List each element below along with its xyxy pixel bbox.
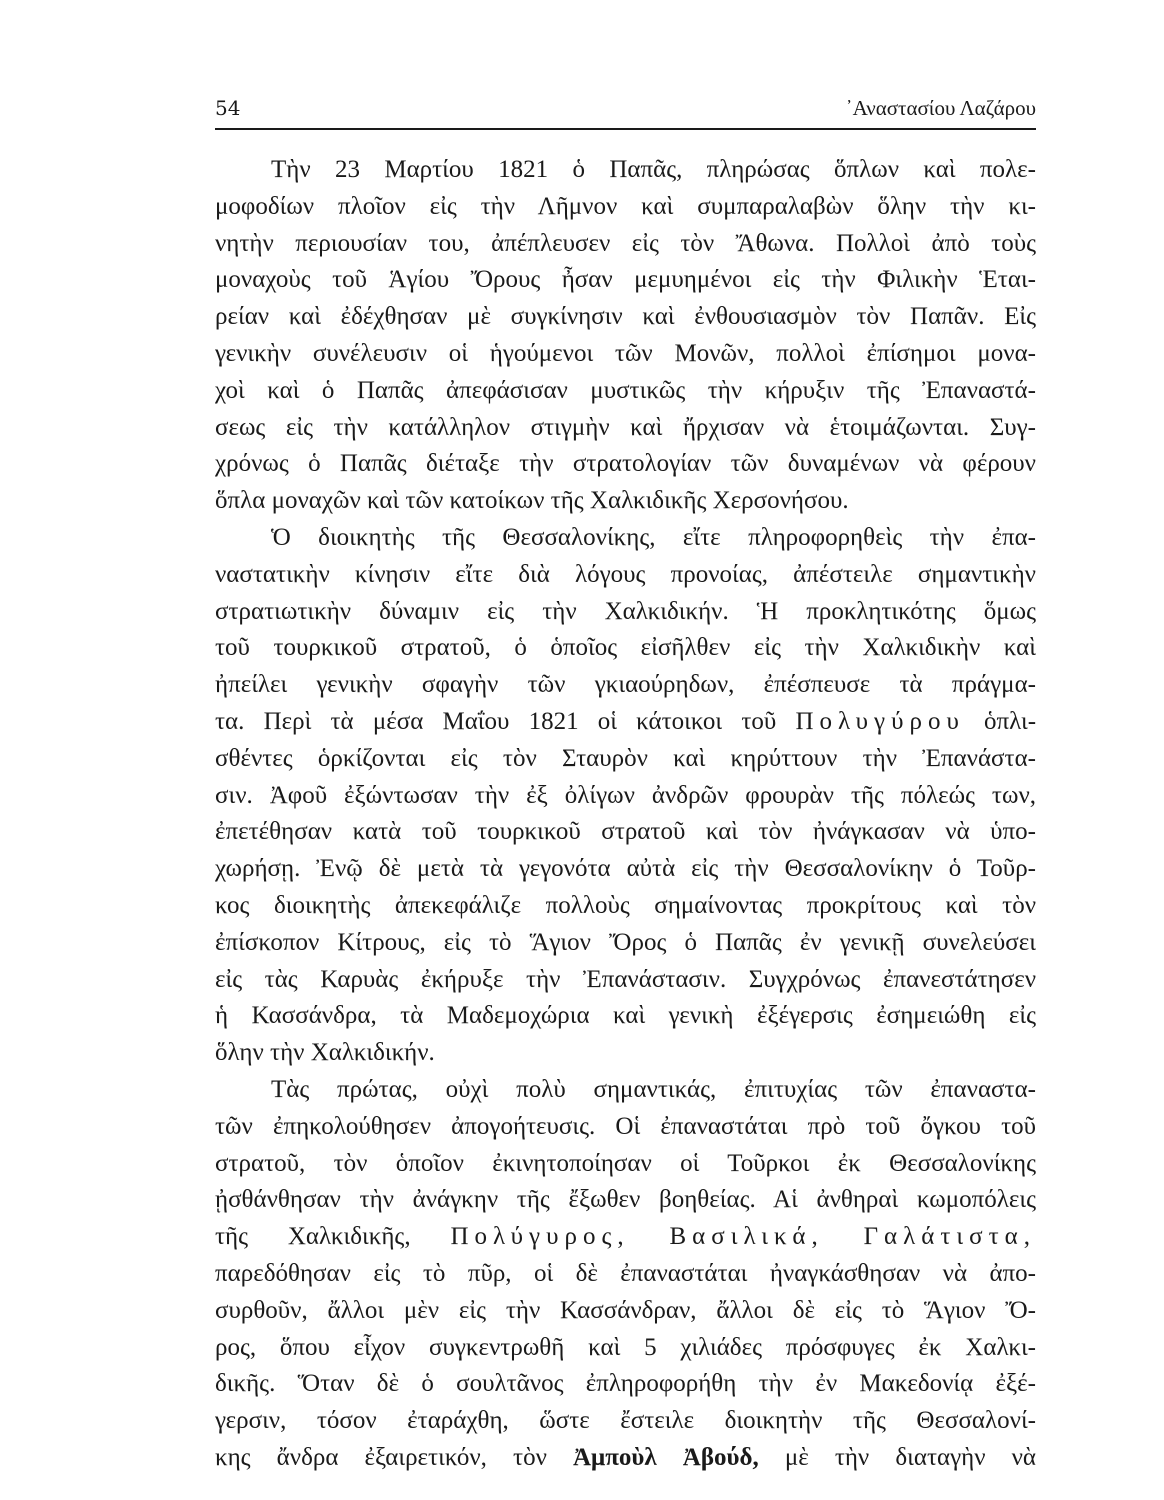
text-line: ἡ Κασσάνδρα, τὰ Μαδεμοχώρια καὶ γενικὴ ἐξέγερσις ἐσημειώθη εἰς	[215, 1002, 1036, 1030]
page-header	[215, 92, 1036, 130]
text-line: ρείαν καὶ ἐδέχθησαν μὲ συγκίνησιν καὶ ἐνθουσιασμὸν τὸν Παπᾶν. Εἰς	[215, 303, 1036, 331]
text-line: Τὰς πρώτας, οὐχὶ πολὺ σημαντικάς, ἐπιτυχίας τῶν ἐπαναστα-	[271, 1075, 1036, 1103]
body-text	[215, 152, 1036, 1477]
text-line: σθέντες ὁρκίζονται εἰς τὸν Σταυρὸν καὶ κηρύττουν τὴν Ἐπανάστα-	[215, 744, 1036, 772]
text-line	[215, 1440, 1036, 1477]
text-line: ὅπλα μοναχῶν καὶ τῶν κατοίκων τῆς Χαλκιδικῆς Χερσονήσου.	[215, 487, 849, 515]
text-line	[215, 704, 1036, 741]
text-line: χρόνως ὁ Παπᾶς διέταξε τὴν στρατολογίαν τῶν δυναμένων νὰ φέρουν	[215, 450, 1036, 478]
text-line: γερσιν, τόσον ἐταράχθη, ὥστε ἔστειλε διοικητὴν τῆς Θεσσαλονί-	[215, 1407, 1036, 1435]
text-line: ἐπίσκοπον Κίτρους, εἰς τὸ Ἅγιον Ὄρος ὁ Παπᾶς ἐν γενικῇ συνελεύσει	[215, 928, 1036, 956]
bold-person-name: Ἀμποὺλ Ἀβούδ,	[572, 1443, 759, 1471]
text-line	[215, 1219, 1036, 1256]
text-line: ναστατικὴν κίνησιν εἴτε διὰ λόγους προνοίας, ἀπέστειλε σημαντικὴν	[215, 560, 1036, 588]
text-line: στρατιωτικὴν δύναμιν εἰς τὴν Χαλκιδικήν. Ἡ προκλητικότης ὅμως	[215, 597, 1036, 625]
text-line: εἰς τὰς Καρυὰς ἐκήρυξε τὴν Ἐπανάστασιν. Συγχρόνως ἐπανεστάτησεν	[215, 965, 1036, 993]
spaced-place-name: Πολυγύρου	[795, 707, 965, 735]
text-line: γενικὴν συνέλευσιν οἱ ἡγούμενοι τῶν Μονῶν, πολλοὶ ἐπίσημοι μονα-	[215, 339, 1036, 367]
text-line: ᾐσθάνθησαν τὴν ἀνάγκην τῆς ἔξωθεν βοηθείας. Αἱ ἀνθηραὶ κωμοπόλεις	[215, 1186, 1036, 1214]
text-line: σιν. Ἀφοῦ ἐξώντωσαν τὴν ἐξ ὀλίγων ἀνδρῶν φρουρὰν τῆς πόλεώς των,	[215, 781, 1036, 809]
text-line: κος διοικητὴς ἀπεκεφάλιζε πολλοὺς σημαίνοντας προκρίτους καὶ τὸν	[215, 891, 1036, 919]
text-line: στρατοῦ, τὸν ὁποῖον ἐκινητοποίησαν οἱ Τοῦρκοι ἐκ Θεσσαλονίκης	[215, 1149, 1036, 1177]
text-line: παρεδόθησαν εἰς τὸ πῦρ, οἱ δὲ ἐπαναστάται ἠναγκάσθησαν νὰ ἀπο-	[215, 1259, 1036, 1287]
text-line: ἠπείλει γενικὴν σφαγὴν τῶν γκιαούρηδων, ἐπέσπευσε τὰ πράγμα-	[215, 671, 1036, 699]
text-segment: ὁπλι-	[984, 707, 1036, 735]
spaced-place-name: Γαλάτιστα,	[863, 1223, 1036, 1251]
page-number: 54	[215, 96, 241, 120]
running-head: ᾿Αναστασίου Λαζάρου	[845, 96, 1036, 120]
text-line: τῶν ἐπηκολούθησεν ἀπογοήτευσις. Οἱ ἐπαναστάται πρὸ τοῦ ὄγκου τοῦ	[215, 1112, 1036, 1140]
text-line: νητὴν περιουσίαν του, ἀπέπλευσεν εἰς τὸν Ἄθωνα. Πολλοὶ ἀπὸ τοὺς	[215, 229, 1036, 257]
text-line: χωρήσῃ. Ἐνῷ δὲ μετὰ τὰ γεγονότα αὐτὰ εἰς τὴν Θεσσαλονίκην ὁ Τοῦρ-	[215, 855, 1036, 883]
text-line: συρθοῦν, ἄλλοι μὲν εἰς τὴν Κασσάνδραν, ἄλλοι δὲ εἰς τὸ Ἅγιον Ὄ-	[215, 1296, 1036, 1324]
spaced-place-name: Πολύγυρος,	[450, 1223, 630, 1251]
text-line: μοναχοὺς τοῦ Ἁγίου Ὄρους ἦσαν μεμυημένοι εἰς τὴν Φιλικὴν Ἑται-	[215, 266, 1036, 294]
text-line: ἐπετέθησαν κατὰ τοῦ τουρκικοῦ στρατοῦ καὶ τὸν ἠνάγκασαν νὰ ὑπο-	[215, 818, 1036, 846]
text-segment: τῆς Χαλκιδικῆς,	[215, 1223, 411, 1251]
text-line: μοφοδίων πλοῖον εἰς τὴν Λῆμνον καὶ συμπαραλαβὼν ὅλην τὴν κι-	[215, 192, 1036, 220]
spaced-place-name: Βασιλικά,	[669, 1223, 824, 1251]
text-line: σεως εἰς τὴν κατάλληλον στιγμὴν καὶ ἤρχισαν νὰ ἑτοιμάζωνται. Συγ-	[215, 413, 1036, 441]
text-line: Ὁ διοικητὴς τῆς Θεσσαλονίκης, εἴτε πληροφορηθεὶς τὴν ἐπα-	[271, 523, 1036, 551]
text-segment: κης ἄνδρα ἐξαιρετικόν, τὸν	[215, 1443, 547, 1471]
text-segment: μὲ τὴν διαταγὴν νὰ	[784, 1443, 1036, 1471]
text-line: ρος, ὅπου εἶχον συγκεντρωθῆ καὶ 5 χιλιάδες πρόσφυγες ἐκ Χαλκι-	[215, 1333, 1036, 1361]
text-line: χοὶ καὶ ὁ Παπᾶς ἀπεφάσισαν μυστικῶς τὴν κήρυξιν τῆς Ἐπαναστά-	[215, 376, 1036, 404]
text-line: ὅλην τὴν Χαλκιδικήν.	[215, 1039, 435, 1067]
text-line: Τὴν 23 Μαρτίου 1821 ὁ Παπᾶς, πληρώσας ὅπλων καὶ πολε-	[271, 156, 1036, 183]
text-segment: τα. Περὶ τὰ μέσα Μαΐου 1821 οἱ κάτοικοι τοῦ	[215, 707, 777, 735]
text-line: τοῦ τουρκικοῦ στρατοῦ, ὁ ὁποῖος εἰσῆλθεν εἰς τὴν Χαλκιδικὴν καὶ	[215, 634, 1036, 662]
text-line: δικῆς. Ὅταν δὲ ὁ σουλτᾶνος ἐπληροφορήθη τὴν ἐν Μακεδονίᾳ ἐξέ-	[215, 1370, 1036, 1398]
